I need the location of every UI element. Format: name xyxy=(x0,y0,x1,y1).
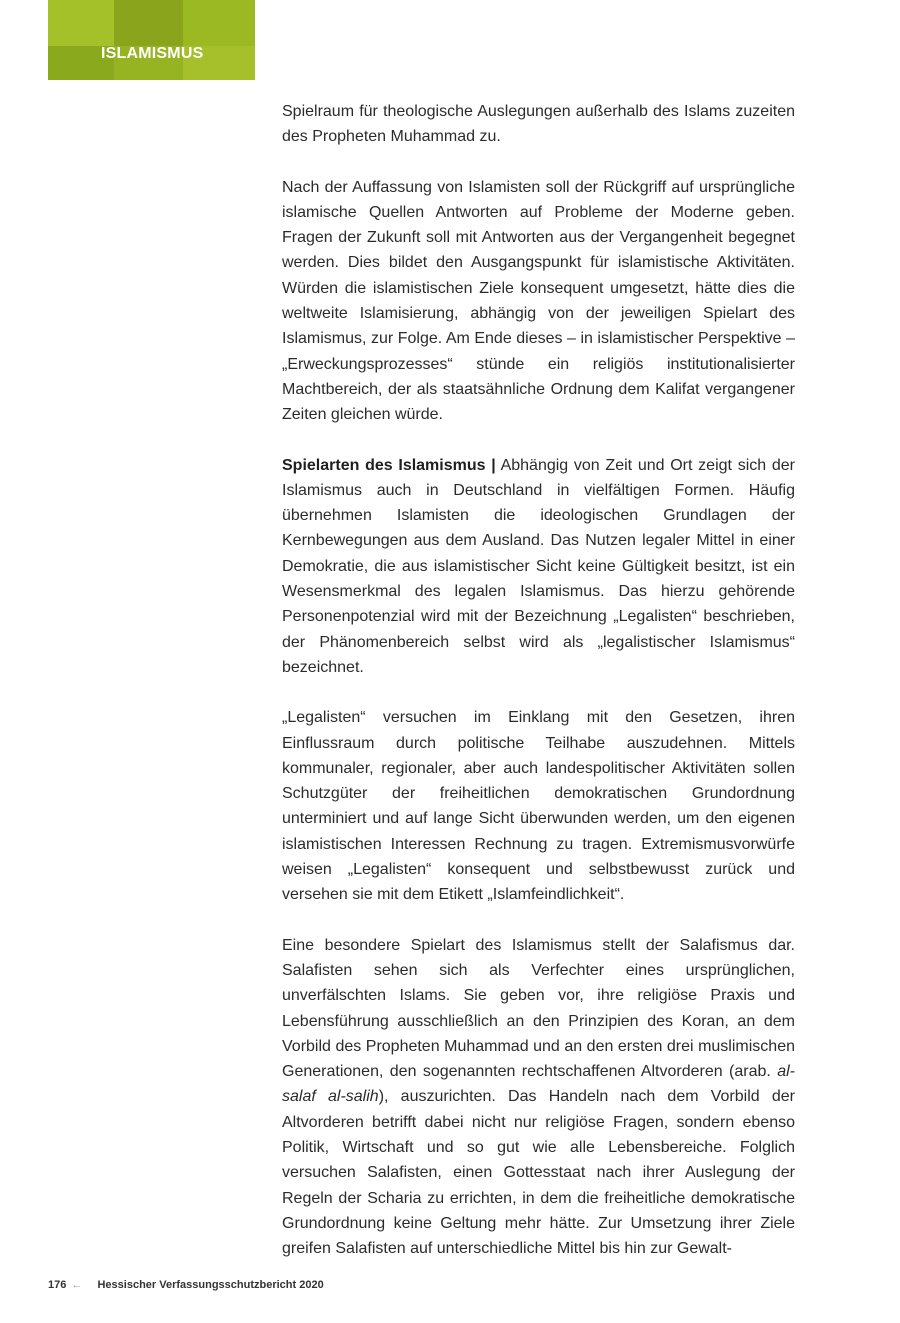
paragraph-text: Abhängig von Zeit und Ort zeigt sich der Islamismus auch in Deutschland in vielfältigen Formen. Häufig übernehmen Islamisten die ideologischen Grundlagen der Kernbewegungen aus dem Ausland. Das Nutzen legaler Mittel in einer Demokratie, die aus islamistischer Sicht keine Gültigkeit besitzt, ist ein Wesensmerkmal des legalen Islamismus. Das hierzu gehörende Personenpotenzial wird mit der Bezeichnung „Legalisten“ beschrieben, der Phänomenbereich selbst wird als „legalistischer Islamismus“ bezeichnet. xyxy=(282,456,795,676)
paragraph: Nach der Auffassung von Islamisten soll der Rückgriff auf ursprüngliche islamische Quellen Antworten auf Probleme der Moderne geben. Fragen der Zukunft soll mit Antworten aus der Vergangenheit begegnet werden. Dies bildet den Ausgangspunkt für islamistische Aktivitäten. Würden die islamistischen Ziele konsequent umgesetzt, hätte dies die weltweite Islamisierung, abhängig von der jeweiligen Spielart des Islamismus, zur Folge. Am Ende dieses – in islamistischer Perspektive – „Erweckungsprozesses“ stünde ein religiös institutionalisierter Machtbereich, der als staatsähnliche Ordnung dem Kalifat vergangener Zeiten gleichen würde. xyxy=(282,178,795,424)
main-text xyxy=(282,99,795,1286)
paragraph-lead: Spielarten des Islamismus | xyxy=(282,456,496,474)
paragraph-text: ), auszurichten. Das Handeln nach dem Vorbild der Altvorderen betrifft dabei nicht nur religiöse Fragen, sondern ebenso Politik, Wirtschaft und so gut wie alle Lebensbereiche. Folglich versuchen Salafisten, einen Gottesstaat nach ihrer Auslegung der Regeln der Scharia zu errichten, in dem die freiheitliche demokratische Grundordnung keine Geltung mehr hätte. Zur Umsetzung ihrer Ziele greifen Salafisten auf unterschiedliche Mittel bis hin zur Gewalt- xyxy=(282,1088,795,1258)
back-arrow-icon: ← xyxy=(71,1279,83,1291)
paragraph xyxy=(282,453,795,681)
page-footer xyxy=(48,1279,324,1291)
paragraph: Spielraum für theologische Auslegungen außerhalb des Islams zuzeiten des Propheten Muhammad zu. xyxy=(282,103,795,146)
publication-title: Hessischer Verfassungsschutzbericht 2020 xyxy=(97,1279,324,1291)
section-label: ISLAMISMUS xyxy=(101,45,204,62)
paragraph-text: Eine besondere Spielart des Islamismus stellt der Salafismus dar. Salafisten sehen sich als Verfechter eines ursprünglichen, unverfälschten Islams. Sie geben vor, ihre religiöse Praxis und Lebensführung ausschließlich an den Prinzipien des Koran, an dem Vorbild des Propheten Muhammad und an den ersten drei muslimischen Generationen, den sogenannten rechtschaffenen Altvorderen (arab. xyxy=(282,936,795,1081)
section-header-tab xyxy=(48,0,255,80)
paragraph xyxy=(282,933,795,1262)
page-number: 176 xyxy=(48,1279,67,1291)
italic-term: al-salaf al-salih xyxy=(282,1063,795,1106)
paragraph: „Legalisten“ versuchen im Einklang mit den Gesetzen, ihren Einflussraum durch politische Teilhabe auszudehnen. Mittels kommunaler, regionaler, aber auch landespolitischer Aktivitäten sollen Schutzgüter der freiheitlichen demokratischen Grundordnung unterminiert und auf lange Sicht überwunden werden, um den eigenen islamistischen Interessen Rechnung zu tragen. Extremismusvorwürfe weisen „Legalisten“ konsequent und selbstbewusst zurück und versehen sie mit dem Etikett „Islamfeindlichkeit“. xyxy=(282,709,795,904)
